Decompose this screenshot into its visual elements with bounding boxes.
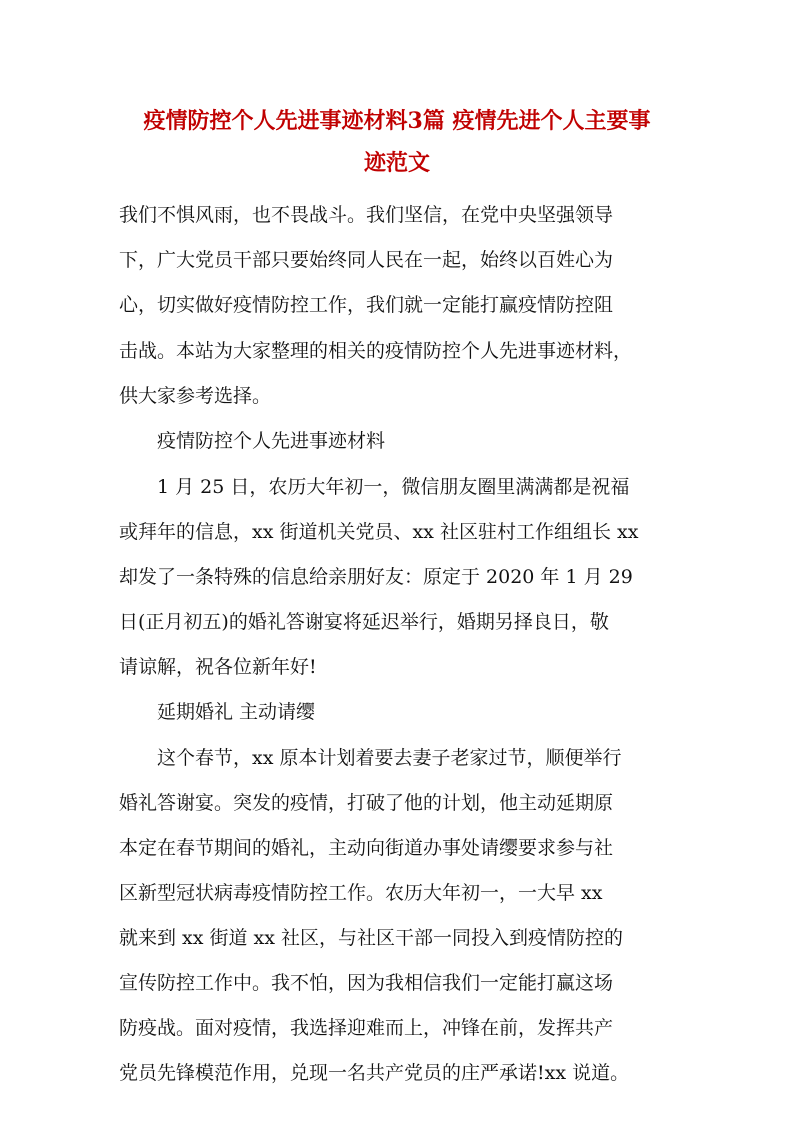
title-line-1: 疫情防控个人先进事迹材料3篇 疫情先进个人主要事 [143,108,651,134]
paragraph-line: 婚礼答谢宴。突发的疫情，打破了他的计划，他主动延期原 [119,792,614,814]
section-heading: 延期婚礼 主动请缨 [157,701,316,723]
paragraph-line: 供大家参考选择。 [119,385,272,407]
paragraph-line: 心，切实做好疫情防控工作，我们就一定能打赢疫情防控阻 [119,294,614,316]
paragraph-line: 日(正月初五)的婚礼答谢宴将延迟举行，婚期另择良日，敬 [119,611,609,633]
paragraph-line: 宣传防控工作中。我不怕，因为我相信我们一定能打赢这场 [119,972,614,994]
paragraph-line: 党员先锋模范作用，兑现一名共产党员的庄严承诺!xx 说道。 [119,1062,630,1084]
paragraph-line: 1 月 25 日，农历大年初一，微信朋友圈里满满都是祝福 [157,476,630,498]
paragraph-line: 防疫战。面对疫情，我选择迎难而上，冲锋在前，发挥共产 [119,1017,614,1039]
paragraph-line: 或拜年的信息，xx 街道机关党员、xx 社区驻村工作组组长 xx [119,521,639,543]
paragraph-line: 就来到 xx 街道 xx 社区，与社区干部一同投入到疫情防控的 [119,927,624,949]
section-heading: 疫情防控个人先进事迹材料 [157,430,386,452]
paragraph-line: 本定在春节期间的婚礼，主动向街道办事处请缨要求参与社 [119,837,614,859]
paragraph-line: 我们不惧风雨，也不畏战斗。我们坚信，在党中央坚强领导 [119,204,614,226]
paragraph-line: 请谅解，祝各位新年好! [119,656,317,678]
document-title [100,100,694,184]
paragraph-line: 区新型冠状病毒疫情防控工作。农历大年初一，一大早 xx [119,882,603,904]
paragraph-line: 这个春节，xx 原本计划着要去妻子老家过节，顺便举行 [157,747,622,769]
title-line-2: 迹范文 [363,150,430,176]
paragraph-line: 击战。本站为大家整理的相关的疫情防控个人先进事迹材料， [119,340,633,362]
paragraph-line: 下，广大党员干部只要始终同人民在一起，始终以百姓心为 [119,249,614,271]
paragraph-line: 却发了一条特殊的信息给亲朋好友：原定于 2020 年 1 月 29 [119,566,633,588]
